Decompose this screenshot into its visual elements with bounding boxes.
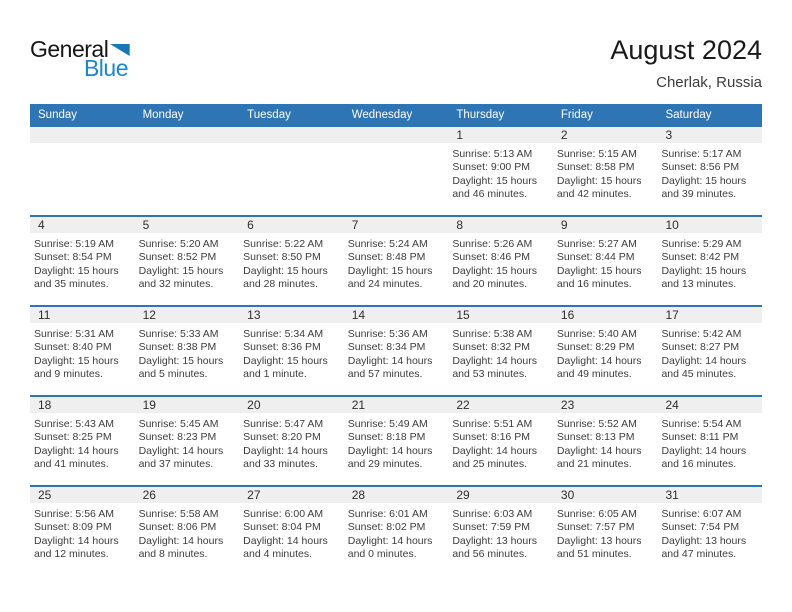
- sunrise-text: Sunrise: 5:45 AM: [138, 418, 219, 430]
- day-number: 4: [38, 218, 45, 232]
- day-cell-1: [448, 127, 553, 215]
- weekday-header-monday: Monday: [142, 108, 184, 121]
- daylight-text-cont: and 33 minutes.: [243, 458, 318, 471]
- day-cell-20: [239, 397, 344, 485]
- weekday-header-tuesday: Tuesday: [247, 108, 291, 121]
- daylight-text: Daylight: 14 hours: [243, 444, 328, 457]
- day-details: [553, 233, 658, 292]
- day-cell-3: [657, 127, 762, 215]
- sunset-text: Sunset: 8:38 PM: [138, 341, 217, 354]
- page-subtitle-location: Cherlak, Russia: [656, 73, 762, 91]
- sunset-text: Sunset: 8:54 PM: [34, 251, 112, 264]
- daylight-text-cont: and 45 minutes.: [661, 368, 737, 381]
- day-number-band: [448, 127, 553, 143]
- day-number-band: [135, 127, 240, 143]
- daylight-text: Daylight: 14 hours: [347, 534, 433, 547]
- day-details: [344, 503, 449, 562]
- sunrise-text: Sunrise: 5:47 AM: [243, 418, 324, 430]
- day-cell-22: [448, 397, 553, 485]
- day-number-band: [135, 307, 240, 323]
- calendar-grid: [30, 125, 762, 575]
- daylight-text: Daylight: 15 hours: [138, 354, 224, 367]
- day-number-band: [135, 217, 240, 233]
- day-cell-24: [657, 397, 762, 485]
- daylight-text: Daylight: 15 hours: [661, 264, 747, 277]
- daylight-text-cont: and 8 minutes.: [138, 548, 208, 561]
- day-cell-17: [657, 307, 762, 395]
- sunset-text: Sunset: 8:18 PM: [347, 431, 426, 444]
- daylight-text: Daylight: 14 hours: [34, 444, 119, 457]
- daylight-text: Daylight: 15 hours: [556, 174, 642, 187]
- daylight-text: Daylight: 15 hours: [34, 264, 119, 277]
- day-details: [239, 413, 344, 472]
- sunset-text: Sunset: 8:44 PM: [556, 251, 635, 264]
- day-number-band: [344, 307, 449, 323]
- page-title: August 2024: [610, 35, 762, 65]
- sunset-text: Sunset: 8:46 PM: [452, 251, 530, 264]
- daylight-text: Daylight: 15 hours: [452, 264, 537, 277]
- calendar-table: [30, 104, 762, 575]
- day-number: 28: [351, 488, 366, 502]
- daylight-text-cont: and 13 minutes.: [661, 278, 737, 291]
- daylight-text-cont: and 57 minutes.: [347, 368, 423, 381]
- day-cell-19: [135, 397, 240, 485]
- sunset-text: Sunset: 8:09 PM: [34, 521, 112, 534]
- week-row-2: [30, 215, 762, 305]
- sunrise-text: Sunrise: 5:34 AM: [243, 328, 324, 340]
- day-cell-25: [30, 487, 135, 575]
- day-details: [30, 503, 135, 562]
- day-number: 26: [142, 488, 156, 502]
- sunrise-text: Sunrise: 5:22 AM: [243, 238, 324, 250]
- day-details: [657, 503, 762, 562]
- day-number: 22: [456, 398, 470, 412]
- sunrise-text: Sunrise: 6:05 AM: [556, 508, 637, 520]
- sunrise-text: Sunrise: 5:56 AM: [34, 508, 114, 520]
- day-number-band: [657, 217, 762, 233]
- daylight-text: Daylight: 15 hours: [661, 174, 747, 187]
- day-number: 7: [351, 218, 359, 232]
- day-number-band: [344, 397, 449, 413]
- sunset-text: Sunset: 8:02 PM: [347, 521, 426, 534]
- sunset-text: Sunset: 8:34 PM: [347, 341, 426, 354]
- daylight-text-cont: and 41 minutes.: [34, 458, 109, 471]
- daylight-text: Daylight: 15 hours: [138, 264, 224, 277]
- daylight-text: Daylight: 15 hours: [347, 264, 433, 277]
- day-cell-21: [344, 397, 449, 485]
- sunrise-text: Sunrise: 5:42 AM: [661, 328, 742, 340]
- day-number-band: [344, 487, 449, 503]
- sunrise-text: Sunrise: 5:17 AM: [661, 148, 742, 160]
- weekday-header-row: [30, 104, 762, 125]
- day-number: 21: [351, 398, 366, 412]
- sunrise-text: Sunrise: 5:40 AM: [556, 328, 637, 340]
- day-number: 24: [665, 398, 679, 412]
- day-number-band: [657, 487, 762, 503]
- sunset-text: Sunset: 8:56 PM: [661, 161, 740, 174]
- daylight-text-cont: and 42 minutes.: [556, 188, 632, 201]
- day-cell-12: [135, 307, 240, 395]
- daylight-text: Daylight: 14 hours: [347, 354, 433, 367]
- day-number: 20: [247, 398, 261, 412]
- sunrise-text: Sunrise: 6:03 AM: [452, 508, 533, 520]
- day-details: [657, 323, 762, 382]
- sunset-text: Sunset: 8:27 PM: [661, 341, 740, 354]
- day-cell-29: [448, 487, 553, 575]
- day-number-band: [448, 217, 553, 233]
- sunset-text: Sunset: 8:25 PM: [34, 431, 112, 444]
- day-details: [30, 233, 135, 292]
- daylight-text: Daylight: 14 hours: [452, 444, 537, 457]
- day-number-band: [553, 217, 658, 233]
- day-details: [344, 323, 449, 382]
- day-number: 30: [560, 488, 575, 502]
- sunset-text: Sunset: 8:50 PM: [243, 251, 321, 264]
- day-cell-empty: [30, 127, 135, 215]
- day-number-band: [239, 127, 344, 143]
- daylight-text: Daylight: 15 hours: [34, 354, 119, 367]
- day-number-band: [239, 217, 344, 233]
- weekday-header-saturday: Saturday: [665, 108, 712, 121]
- day-cell-11: [30, 307, 135, 395]
- day-number: 17: [665, 308, 679, 322]
- sunset-text: Sunset: 8:40 PM: [34, 341, 112, 354]
- day-number: 8: [456, 218, 463, 232]
- daylight-text-cont: and 12 minutes.: [34, 548, 109, 561]
- day-number: 5: [142, 218, 150, 232]
- sunset-text: Sunset: 8:13 PM: [556, 431, 635, 444]
- day-number-band: [448, 487, 553, 503]
- sunrise-text: Sunrise: 5:20 AM: [138, 238, 219, 250]
- daylight-text-cont: and 56 minutes.: [452, 548, 528, 561]
- day-cell-empty: [344, 127, 449, 215]
- daylight-text-cont: and 49 minutes.: [556, 368, 632, 381]
- sunset-text: Sunset: 8:16 PM: [452, 431, 530, 444]
- day-number: 13: [247, 308, 261, 322]
- day-number: 16: [560, 308, 575, 322]
- daylight-text: Daylight: 13 hours: [556, 534, 642, 547]
- daylight-text-cont: and 47 minutes.: [661, 548, 737, 561]
- day-number: 12: [142, 308, 156, 322]
- day-cell-8: [448, 217, 553, 305]
- day-number: 19: [142, 398, 156, 412]
- day-cell-4: [30, 217, 135, 305]
- day-number-band: [657, 307, 762, 323]
- daylight-text: Daylight: 14 hours: [347, 444, 433, 457]
- day-number-band: [135, 487, 240, 503]
- daylight-text: Daylight: 15 hours: [243, 354, 328, 367]
- day-cell-23: [553, 397, 658, 485]
- daylight-text-cont: and 16 minutes.: [556, 278, 632, 291]
- day-number-band: [239, 397, 344, 413]
- day-details: [448, 233, 553, 292]
- sunrise-text: Sunrise: 5:13 AM: [452, 148, 533, 160]
- day-number-band: [135, 397, 240, 413]
- day-details: [448, 413, 553, 472]
- day-cell-26: [135, 487, 240, 575]
- sunrise-text: Sunrise: 5:29 AM: [661, 238, 742, 250]
- day-cell-27: [239, 487, 344, 575]
- day-cell-2: [553, 127, 658, 215]
- day-details: [657, 143, 762, 202]
- daylight-text: Daylight: 15 hours: [556, 264, 642, 277]
- week-row-3: [30, 305, 762, 395]
- daylight-text: Daylight: 15 hours: [243, 264, 328, 277]
- day-details: [239, 503, 344, 562]
- day-details: [553, 323, 658, 382]
- logo-text-general: General: [30, 36, 109, 62]
- weekday-header-thursday: Thursday: [456, 108, 505, 121]
- day-number: 14: [351, 308, 366, 322]
- daylight-text: Daylight: 14 hours: [243, 534, 328, 547]
- sunrise-text: Sunrise: 5:43 AM: [34, 418, 114, 430]
- day-number: 15: [456, 308, 470, 322]
- day-number: 1: [456, 128, 463, 142]
- day-number: 31: [665, 488, 679, 502]
- day-number-band: [344, 127, 449, 143]
- day-number: 25: [38, 488, 52, 502]
- daylight-text-cont: and 53 minutes.: [452, 368, 528, 381]
- day-number: 29: [456, 488, 470, 502]
- daylight-text-cont: and 32 minutes.: [138, 278, 214, 291]
- day-cell-9: [553, 217, 658, 305]
- day-details: [239, 323, 344, 382]
- day-details: [344, 233, 449, 292]
- day-cell-18: [30, 397, 135, 485]
- day-number-band: [657, 397, 762, 413]
- day-cell-31: [657, 487, 762, 575]
- sunset-text: Sunset: 8:32 PM: [452, 341, 530, 354]
- daylight-text: Daylight: 14 hours: [661, 444, 747, 457]
- day-cell-5: [135, 217, 240, 305]
- weekday-header-friday: Friday: [560, 108, 593, 121]
- sunrise-text: Sunrise: 5:38 AM: [452, 328, 533, 340]
- daylight-text-cont: and 1 minute.: [243, 368, 307, 381]
- sunrise-text: Sunrise: 5:58 AM: [138, 508, 219, 520]
- daylight-text: Daylight: 14 hours: [452, 354, 537, 367]
- logo-text-blue: Blue: [83, 55, 128, 81]
- sunrise-text: Sunrise: 5:51 AM: [452, 418, 533, 430]
- day-cell-6: [239, 217, 344, 305]
- day-number: 6: [247, 218, 254, 232]
- day-details: [553, 413, 658, 472]
- sunrise-text: Sunrise: 5:15 AM: [556, 148, 637, 160]
- daylight-text-cont: and 35 minutes.: [34, 278, 109, 291]
- day-number-band: [344, 217, 449, 233]
- daylight-text-cont: and 20 minutes.: [452, 278, 528, 291]
- daylight-text-cont: and 29 minutes.: [347, 458, 423, 471]
- day-cell-7: [344, 217, 449, 305]
- day-number: 9: [560, 218, 568, 232]
- day-details: [657, 413, 762, 472]
- day-number: 23: [560, 398, 575, 412]
- day-number: 18: [38, 398, 52, 412]
- day-number-band: [553, 397, 658, 413]
- sunset-text: Sunset: 8:20 PM: [243, 431, 321, 444]
- daylight-text-cont: and 21 minutes.: [556, 458, 632, 471]
- day-number-band: [448, 307, 553, 323]
- sunset-text: Sunset: 8:36 PM: [243, 341, 321, 354]
- sunrise-text: Sunrise: 5:24 AM: [347, 238, 428, 250]
- daylight-text-cont: and 5 minutes.: [138, 368, 208, 381]
- day-cell-15: [448, 307, 553, 395]
- title-block: [610, 36, 762, 91]
- sunset-text: Sunset: 7:54 PM: [661, 521, 740, 534]
- day-number-band: [553, 487, 658, 503]
- day-details: [135, 323, 240, 382]
- day-number: 27: [247, 488, 261, 502]
- daylight-text-cont: and 28 minutes.: [243, 278, 318, 291]
- daylight-text: Daylight: 14 hours: [34, 534, 119, 547]
- sunset-text: Sunset: 7:57 PM: [556, 521, 635, 534]
- daylight-text: Daylight: 14 hours: [138, 534, 224, 547]
- day-cell-13: [239, 307, 344, 395]
- daylight-text: Daylight: 13 hours: [452, 534, 537, 547]
- day-cell-16: [553, 307, 658, 395]
- day-number-band: [448, 397, 553, 413]
- week-row-5: [30, 485, 762, 575]
- day-details: [657, 233, 762, 292]
- sunrise-text: Sunrise: 5:54 AM: [661, 418, 742, 430]
- sunrise-text: Sunrise: 6:07 AM: [661, 508, 742, 520]
- day-details: [135, 413, 240, 472]
- day-number-band: [553, 127, 658, 143]
- day-number-band: [553, 307, 658, 323]
- day-number: 3: [665, 128, 673, 142]
- sunset-text: Sunset: 8:48 PM: [347, 251, 426, 264]
- day-number: 10: [665, 218, 679, 232]
- daylight-text: Daylight: 13 hours: [661, 534, 747, 547]
- day-number-band: [30, 127, 135, 143]
- week-row-1: [30, 125, 762, 215]
- sunrise-text: Sunrise: 6:01 AM: [347, 508, 428, 520]
- day-details: [448, 143, 553, 202]
- weekday-header-wednesday: Wednesday: [351, 108, 413, 121]
- daylight-text: Daylight: 15 hours: [452, 174, 537, 187]
- day-details: [344, 413, 449, 472]
- daylight-text-cont: and 0 minutes.: [347, 548, 417, 561]
- day-details: [553, 143, 658, 202]
- day-number-band: [30, 487, 135, 503]
- sunrise-text: Sunrise: 5:36 AM: [347, 328, 428, 340]
- day-number-band: [30, 307, 135, 323]
- sunrise-text: Sunrise: 5:27 AM: [556, 238, 637, 250]
- daylight-text-cont: and 46 minutes.: [452, 188, 528, 201]
- day-number: 2: [560, 128, 568, 142]
- day-details: [135, 233, 240, 292]
- sunset-text: Sunset: 8:58 PM: [556, 161, 635, 174]
- daylight-text-cont: and 24 minutes.: [347, 278, 423, 291]
- sunset-text: Sunset: 8:52 PM: [138, 251, 217, 264]
- day-cell-empty: [239, 127, 344, 215]
- day-cell-28: [344, 487, 449, 575]
- day-cell-30: [553, 487, 658, 575]
- day-cell-14: [344, 307, 449, 395]
- day-details: [553, 503, 658, 562]
- day-number-band: [30, 217, 135, 233]
- sunrise-text: Sunrise: 5:19 AM: [34, 238, 114, 250]
- sunset-text: Sunset: 9:00 PM: [452, 161, 530, 174]
- sunrise-text: Sunrise: 6:00 AM: [243, 508, 324, 520]
- daylight-text-cont: and 51 minutes.: [556, 548, 632, 561]
- daylight-text: Daylight: 14 hours: [138, 444, 224, 457]
- sunrise-text: Sunrise: 5:31 AM: [34, 328, 114, 340]
- day-details: [239, 233, 344, 292]
- day-number-band: [239, 307, 344, 323]
- daylight-text-cont: and 39 minutes.: [661, 188, 737, 201]
- sunrise-text: Sunrise: 5:26 AM: [452, 238, 533, 250]
- daylight-text-cont: and 25 minutes.: [452, 458, 528, 471]
- day-details: [30, 413, 135, 472]
- sunset-text: Sunset: 8:11 PM: [661, 431, 739, 444]
- sunset-text: Sunset: 8:06 PM: [138, 521, 217, 534]
- daylight-text: Daylight: 14 hours: [556, 444, 642, 457]
- daylight-text-cont: and 16 minutes.: [661, 458, 737, 471]
- sunrise-text: Sunrise: 5:49 AM: [347, 418, 428, 430]
- day-number-band: [30, 397, 135, 413]
- day-number: 11: [38, 308, 51, 322]
- day-details: [135, 503, 240, 562]
- day-details: [448, 503, 553, 562]
- daylight-text-cont: and 9 minutes.: [34, 368, 103, 381]
- daylight-text: Daylight: 14 hours: [556, 354, 642, 367]
- daylight-text-cont: and 4 minutes.: [243, 548, 313, 561]
- day-number-band: [239, 487, 344, 503]
- week-row-4: [30, 395, 762, 485]
- sunset-text: Sunset: 7:59 PM: [452, 521, 530, 534]
- day-details: [448, 323, 553, 382]
- general-blue-logo: [30, 38, 130, 80]
- sunset-text: Sunset: 8:29 PM: [556, 341, 635, 354]
- day-cell-10: [657, 217, 762, 305]
- daylight-text-cont: and 37 minutes.: [138, 458, 214, 471]
- sunset-text: Sunset: 8:42 PM: [661, 251, 740, 264]
- daylight-text: Daylight: 14 hours: [661, 354, 747, 367]
- day-number-band: [657, 127, 762, 143]
- sunrise-text: Sunrise: 5:33 AM: [138, 328, 219, 340]
- sunset-text: Sunset: 8:23 PM: [138, 431, 217, 444]
- day-details: [30, 323, 135, 382]
- sunrise-text: Sunrise: 5:52 AM: [556, 418, 637, 430]
- sunset-text: Sunset: 8:04 PM: [243, 521, 321, 534]
- weekday-header-sunday: Sunday: [38, 108, 78, 121]
- day-cell-empty: [135, 127, 240, 215]
